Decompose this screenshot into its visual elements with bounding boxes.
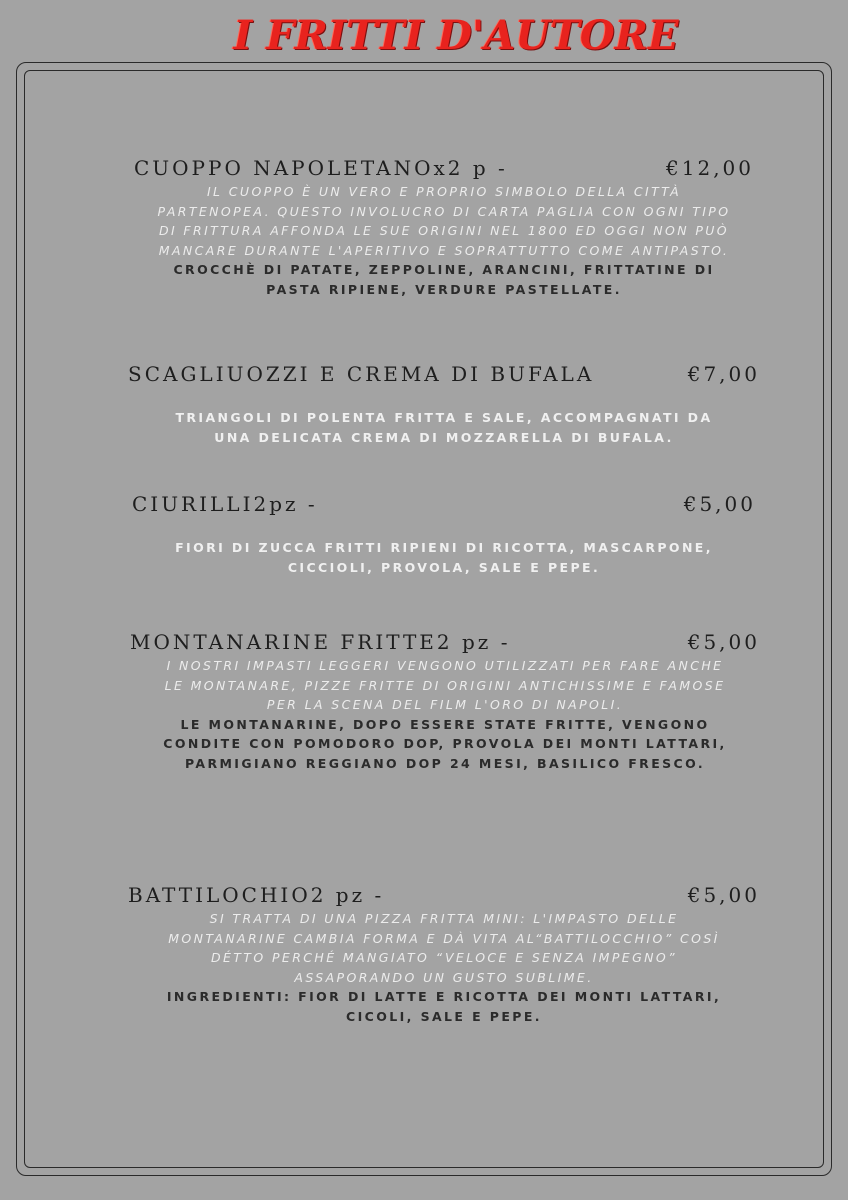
menu-item-header [132,492,756,518]
menu-item-ingredients: CROCCHÈ DI PATATE, ZEPPOLINE, ARANCINI, FRITTATINE DI PASTA RIPIENE, VERDURE PASTELLATE. [173,262,715,297]
menu-item-name: CUOPPO NAPOLETANOx2 p - [134,156,508,180]
menu-item-ciurilli [132,492,756,577]
menu-item-price: €12,00 [666,156,754,180]
menu-item-battilochio [128,883,760,1026]
menu-title: I FRITTI D'AUTORE [233,12,679,59]
menu-item-name: MONTANARINE FRITTE2 pz - [130,630,511,654]
menu-item-description: TRIANGOLI DI POLENTA FRITTA E SALE, ACCOMPAGNATI DA UNA DELICATA CREMA DI MOZZARELLA DI BUFALA. [175,410,713,445]
menu-item-description: SI TRATTA DI UNA PIZZA FRITTA MINI: L'IMPASTO DELLE MONTANARINE CAMBIA FORMA E DÀ VITA AL“BATTILOCCHIO” COSÌ DÉTTO PERCHÉ MANGIATO “VELOCE E SENZA IMPEGNO” ASSAPORANDO UN GUSTO SUBLIME. [168,911,720,985]
menu-item-header [130,630,760,656]
menu-item-description: FIORI DI ZUCCA FRITTI RIPIENI DI RICOTTA, MASCARPONE, CICCIOLI, PROVOLA, SALE E PEPE. [175,540,713,575]
menu-item-ingredients: INGREDIENTI: FIOR DI LATTE E RICOTTA DEI MONTI LATTARI, CICOLI, SALE E PEPE. [166,989,722,1024]
menu-item-description: I NOSTRI IMPASTI LEGGERI VENGONO UTILIZZATI PER FARE ANCHE LE MONTANARE, PIZZE FRITTE DI ORIGINI ANTICHISSIME E FAMOSE PER LA SCENA DEL FILM L'ORO DI NAPOLI. [164,658,726,712]
menu-item-header [128,362,760,388]
menu-item-header [128,883,760,909]
menu-item-cuoppo [134,156,754,299]
menu-item-ingredients: LE MONTANARINE, DOPO ESSERE STATE FRITTE, VENGONO CONDITE CON POMODORO DOP, PROVOLA DEI MONTI LATTARI, PARMIGIANO REGGIANO DOP 24 MESI, BASILICO FRESCO. [163,716,727,771]
menu-item-name: BATTILOCHIO2 pz - [128,883,385,907]
menu-item-price: €5,00 [687,630,760,654]
menu-item-name: SCAGLIUOZZI E CREMA DI BUFALA [128,362,595,386]
menu-item-name: CIURILLI2pz - [132,492,318,516]
menu-item-price: €5,00 [687,883,760,907]
menu-item-price: €5,00 [683,492,756,516]
menu-item-header [134,156,754,182]
menu-item-price: €7,00 [687,362,760,386]
menu-item-description: IL CUOPPO È UN VERO E PROPRIO SIMBOLO DELLA CITTÀ PARTENOPEA. QUESTO INVOLUCRO DI CARTA PAGLIA CON OGNI TIPO DI FRITTURA AFFONDA LE SUE ORIGINI NEL 1800 ED OGGI NON PUÒ MANCARE DURANTE L'APERITIVO E SOPRATTUTTO COME ANTIPASTO. [157,184,731,258]
menu-item-montanarine [130,630,760,773]
menu-item-scagliuozzi [128,362,760,447]
